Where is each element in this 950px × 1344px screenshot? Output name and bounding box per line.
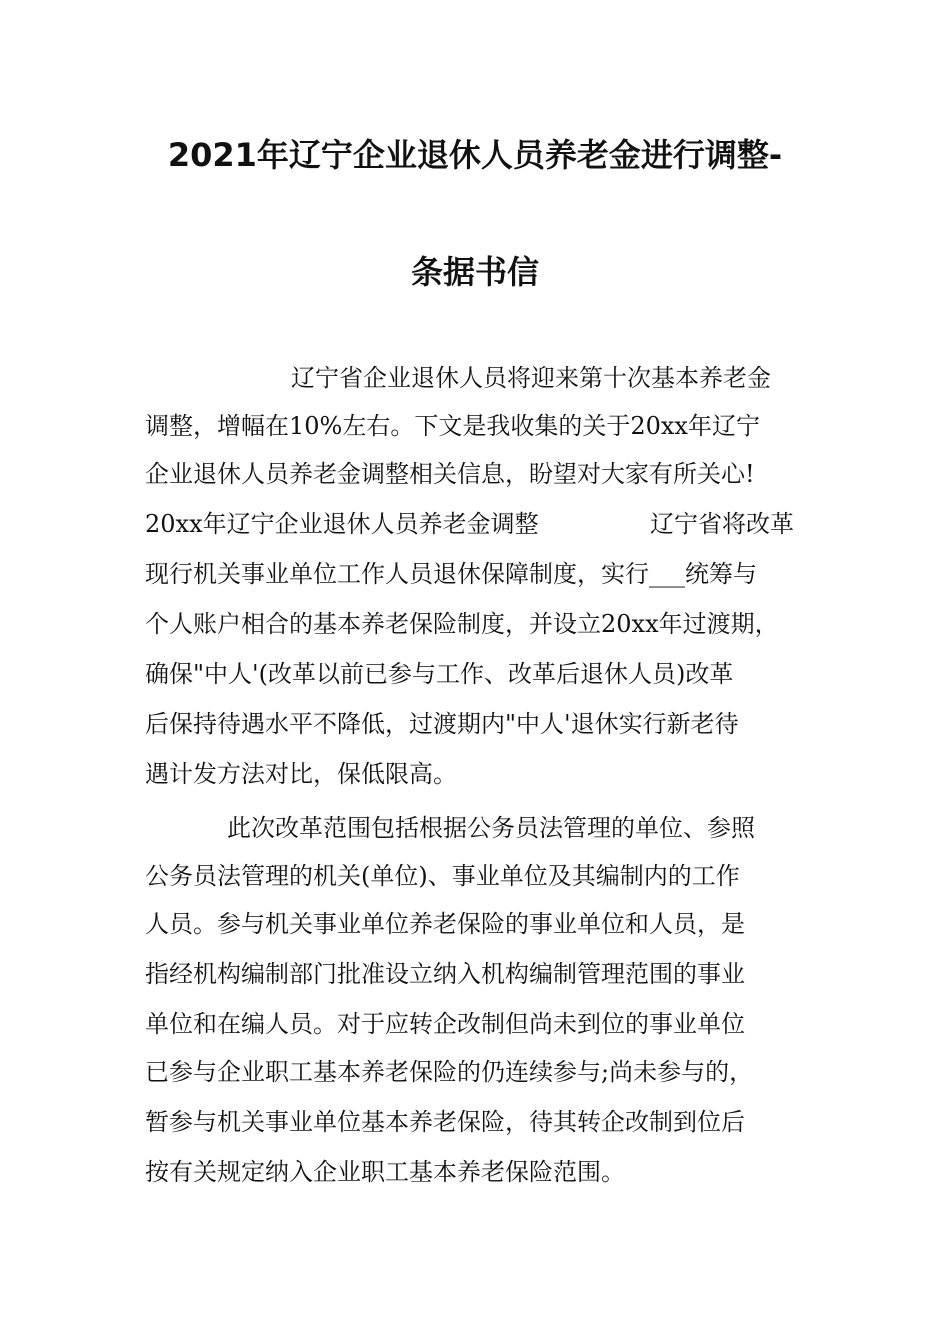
paragraph-1-line: 确保"中人'(改革以前已参与工作、改革后退休人员)改革: [145, 660, 734, 688]
paragraph-1-line: 调整，增幅在10%左右。下文是我收集的关于20xx年辽宁: [145, 412, 760, 440]
paragraph-2-line: 人员。参与机关事业单位养老保险的事业单位和人员，是: [145, 910, 745, 938]
paragraph-2-line: 单位和在编人员。对于应转企改制但尚未到位的事业单位: [145, 1010, 745, 1038]
paragraph-2-line: 暂参与机关事业单位基本养老保险，待其转企改制到位后: [145, 1108, 745, 1136]
document-title-line-1: 2021年辽宁企业退休人员养老金进行调整-: [167, 136, 783, 174]
paragraph-2-line: 已参与企业职工基本养老保险的仍连续参与;尚未参与的，: [145, 1058, 754, 1086]
paragraph-2-line: 指经机构编制部门批准设立纳入机构编制管理范围的事业: [145, 960, 745, 988]
paragraph-1-line: 辽宁省企业退休人员将迎来第十次基本养老金: [291, 364, 771, 392]
paragraph-1-line: 个人账户相合的基本养老保险制度，并设立20xx年过渡期，: [145, 610, 779, 638]
paragraph-2-line: 公务员法管理的机关(单位)、事业单位及其编制内的工作: [145, 862, 740, 890]
paragraph-2-line: 此次改革范围包括根据公务员法管理的单位、参照: [227, 814, 755, 842]
paragraph-1-line: 企业退休人员养老金调整相关信息，盼望对大家有所关心!: [145, 460, 755, 488]
paragraph-1-line: 遇计发方法对比，保低限高。: [145, 760, 457, 788]
document-title-line-2: 条据书信: [410, 253, 539, 291]
paragraph-1-line: 辽宁省将改革: [650, 510, 794, 538]
paragraph-1-line: 现行机关事业单位工作人员退休保障制度，实行___统筹与: [145, 560, 757, 588]
paragraph-1-line: 后保持待遇水平不降低，过渡期内"中人'退休实行新老待: [145, 710, 739, 738]
paragraph-1-section-heading: 20xx年辽宁企业退休人员养老金调整: [145, 510, 539, 538]
paragraph-2-line: 按有关规定纳入企业职工基本养老保险范围。: [145, 1158, 625, 1186]
